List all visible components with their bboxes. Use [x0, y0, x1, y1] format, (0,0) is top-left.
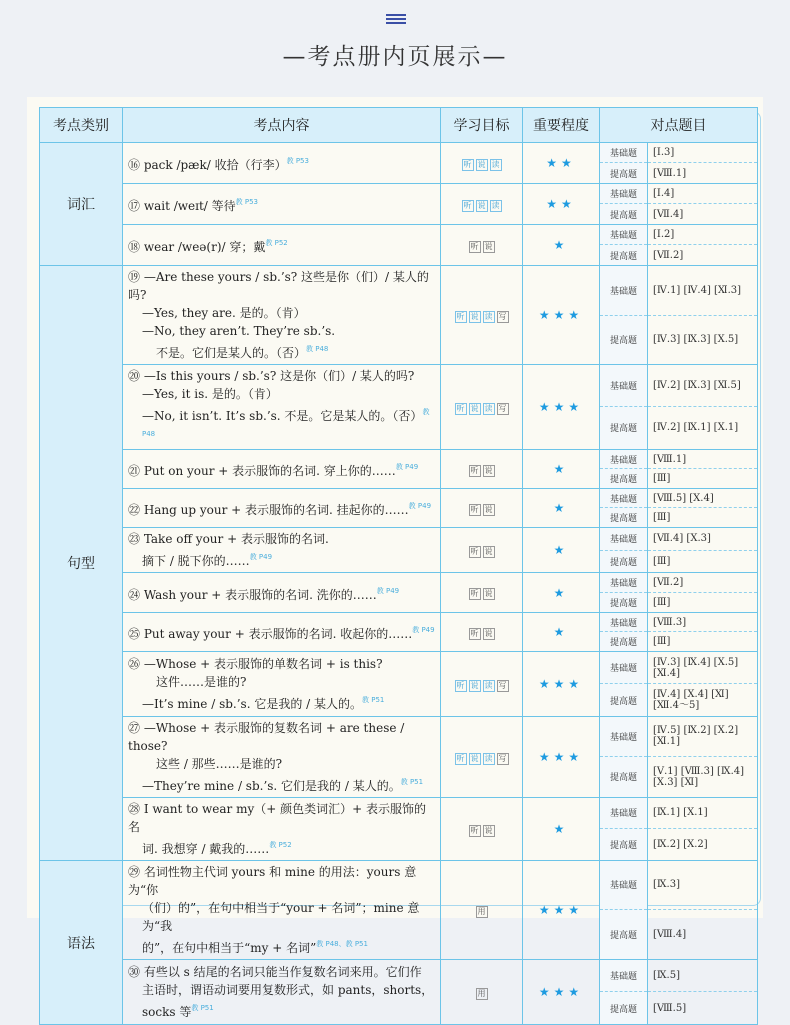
content-text: ㉚ 有些以 s 结尾的名词只能当作复数名词来用。它们作	[128, 965, 422, 979]
content-line	[128, 773, 435, 795]
level-basic-label: 基础题	[600, 184, 648, 204]
content-text: 摘下 / 脱下你的……	[142, 554, 250, 568]
importance-stars	[523, 652, 600, 717]
textbook-page-ref: 教 P49	[395, 463, 419, 471]
textbook-page-ref: 教 P49	[412, 626, 435, 634]
header-category: 考点类别	[40, 108, 123, 143]
content-text: ⑳ —Is this yours / sb.’s? 这是你（们）/ 某人的吗?	[128, 369, 415, 383]
content-line	[128, 800, 435, 836]
content-text: ㉒ Hang up your + 表示服饰的名词. 挂起你的……	[128, 503, 409, 517]
goal-box: 听	[470, 589, 479, 598]
content-line	[128, 719, 435, 755]
textbook-page-ref: 教 P49	[249, 553, 273, 561]
goal-box: 听	[470, 546, 479, 556]
table-row	[40, 365, 758, 407]
goal-box: 写	[498, 680, 507, 690]
importance-stars	[523, 184, 600, 225]
basic-questions: [Ⅷ.3]	[648, 613, 758, 632]
goal-box: 听	[470, 465, 479, 475]
table-row	[40, 613, 758, 632]
textbook-page-ref: 教 P49	[376, 586, 400, 595]
star-icon: ★	[568, 750, 584, 764]
level-advanced-label: 提高题	[600, 632, 648, 652]
importance-stars	[523, 365, 600, 450]
goal-cell	[441, 613, 523, 652]
goal-box: 说	[470, 753, 479, 763]
content-line	[128, 268, 435, 304]
goal-box: 说	[477, 159, 486, 169]
goal-box: 读	[491, 159, 500, 169]
content-text: ⑯ pack /pæk/ 收拾（行李）	[128, 158, 287, 172]
table-row	[40, 450, 758, 469]
goal-box: 听	[456, 311, 465, 321]
content-text: ㉘ I want to wear my（+ 颜色类词汇）+ 表示服饰的名	[128, 802, 426, 834]
content-line	[128, 755, 435, 773]
content-line	[128, 152, 435, 174]
content-cell	[123, 450, 441, 489]
content-line	[128, 963, 435, 981]
goal-box: 读	[484, 753, 493, 763]
advanced-questions: [Ⅴ.1] [Ⅷ.3] [Ⅸ.4] [Ⅹ.3] [Ⅺ]	[648, 756, 758, 797]
goal-box: 说	[484, 465, 493, 475]
menu-lines-icon	[386, 14, 406, 26]
star-icon: ★	[546, 156, 561, 170]
content-cell	[123, 266, 441, 365]
star-icon: ★	[568, 677, 584, 691]
goal-box: 写	[498, 311, 507, 321]
goal-cell	[441, 652, 523, 717]
content-text: —Yes, it is. 是的。（肯）	[142, 387, 278, 401]
star-icon: ★	[568, 903, 584, 917]
goal-cell	[441, 528, 523, 573]
content-line	[128, 530, 435, 548]
textbook-page-ref: 教 P53	[286, 157, 309, 165]
advanced-questions: [Ⅲ]	[648, 550, 758, 573]
star-icon: ★	[553, 543, 569, 557]
content-cell	[123, 613, 441, 652]
importance-stars	[523, 450, 600, 489]
content-line	[128, 193, 435, 215]
basic-questions: [Ⅷ.5] [Ⅹ.4]	[648, 489, 758, 508]
content-line	[128, 673, 435, 691]
goal-box: 说	[484, 589, 493, 598]
basic-questions: [Ⅳ.1] [Ⅳ.4] [Ⅺ.3]	[648, 266, 758, 316]
goal-box: 说	[484, 825, 493, 835]
goal-cell	[441, 861, 523, 960]
goal-cell	[441, 573, 523, 613]
basic-questions: [Ⅷ.1]	[648, 450, 758, 469]
content-cell	[123, 717, 441, 798]
level-basic-label: 基础题	[600, 613, 648, 632]
content-text: 词. 我想穿 / 戴我的……	[142, 842, 270, 856]
table-row	[40, 717, 758, 757]
level-basic-label: 基础题	[600, 798, 648, 829]
content-line	[128, 322, 435, 340]
level-advanced-label: 提高题	[600, 406, 648, 449]
content-cell	[123, 489, 441, 528]
goal-cell	[441, 450, 523, 489]
table-row	[40, 489, 758, 508]
table-row	[40, 266, 758, 316]
content-cell	[123, 225, 441, 266]
content-line	[128, 582, 435, 604]
advanced-questions: [Ⅲ]	[648, 593, 758, 613]
content-text: ㉔ Wash your + 表示服饰的名词. 洗你的……	[128, 587, 377, 602]
basic-questions: [Ⅳ.2] [Ⅸ.3] [Ⅺ.5]	[648, 365, 758, 407]
content-text: —No, it isn’t. It’s sb.’s. 不是。它是某人的。（否）	[142, 409, 423, 423]
importance-stars	[523, 528, 600, 573]
level-basic-label: 基础题	[600, 225, 648, 245]
content-line	[128, 385, 435, 403]
category-cell: 句型	[40, 266, 123, 861]
table-row	[40, 798, 758, 829]
content-line	[128, 899, 435, 935]
star-icon: ★	[553, 400, 569, 414]
category-cell: 词汇	[40, 143, 123, 266]
basic-questions: [Ⅶ.4] [Ⅹ.3]	[648, 528, 758, 551]
table-row	[40, 528, 758, 551]
goal-box: 用	[477, 988, 486, 998]
importance-stars	[523, 798, 600, 861]
star-icon: ★	[561, 197, 576, 211]
level-basic-label: 基础题	[600, 528, 648, 551]
table-row	[40, 861, 758, 910]
goal-box: 听	[463, 200, 472, 210]
content-line	[128, 304, 435, 322]
basic-questions: [Ⅰ.4]	[648, 184, 758, 204]
advanced-questions: [Ⅲ]	[648, 508, 758, 528]
table-header-row	[40, 108, 758, 143]
basic-questions: [Ⅳ.3] [Ⅸ.4] [Ⅹ.5] [Ⅺ.4]	[648, 652, 758, 684]
content-line	[128, 403, 435, 447]
goal-box: 读	[484, 311, 493, 321]
level-basic-label: 基础题	[600, 266, 648, 316]
star-icon: ★	[538, 903, 554, 917]
importance-stars	[523, 613, 600, 652]
header-content: 考点内容	[123, 108, 441, 143]
star-icon: ★	[538, 677, 554, 691]
star-icon: ★	[553, 462, 569, 476]
content-text: ⑲ —Are these yours / sb.’s? 这些是你（们）/ 某人的吗?	[128, 270, 429, 302]
goal-box: 说	[470, 403, 479, 413]
goal-box: 听	[456, 753, 465, 763]
content-text: 这件……是谁的?	[156, 675, 247, 689]
importance-stars	[523, 717, 600, 798]
level-advanced-label: 提高题	[600, 992, 648, 1025]
content-cell	[123, 798, 441, 861]
table-row	[40, 652, 758, 684]
content-text: ⑱ wear /weə(r)/ 穿；戴	[128, 240, 266, 254]
star-icon: ★	[538, 750, 554, 764]
content-text: ㉗ —Whose + 表示服饰的复数名词 + are these / those?	[128, 721, 405, 753]
level-basic-label: 基础题	[600, 143, 648, 163]
content-line	[128, 863, 435, 899]
content-text: ㉙ 名词性物主代词 yours 和 mine 的用法：yours 意为“你	[128, 865, 417, 897]
content-line	[128, 234, 435, 256]
star-icon: ★	[538, 308, 554, 322]
goal-cell	[441, 184, 523, 225]
content-text: —Yes, they are. 是的。（肯）	[142, 306, 306, 320]
goal-box: 听	[456, 403, 465, 413]
advanced-questions: [Ⅶ.2]	[648, 245, 758, 266]
content-cell	[123, 143, 441, 184]
goal-cell	[441, 798, 523, 861]
category-cell: 语法	[40, 861, 123, 1025]
content-line	[128, 497, 435, 519]
textbook-page-ref: 教 P52	[269, 841, 292, 849]
textbook-page-ref: 教 P49	[408, 502, 432, 510]
content-cell	[123, 528, 441, 573]
star-icon: ★	[553, 238, 569, 252]
star-icon: ★	[546, 197, 561, 211]
star-icon: ★	[553, 501, 569, 515]
content-cell	[123, 365, 441, 450]
content-text: 主语时，谓语动词要用复数形式，如 pants，shorts，	[142, 983, 434, 997]
goal-box: 写	[498, 753, 507, 763]
goal-cell	[441, 266, 523, 365]
goal-box: 听	[470, 504, 479, 514]
star-icon: ★	[568, 308, 584, 322]
exam-points-table	[39, 107, 758, 1025]
star-icon: ★	[553, 750, 569, 764]
advanced-questions: [Ⅳ.4] [Ⅹ.4] [Ⅺ] [Ⅻ.4～5]	[648, 684, 758, 717]
star-icon: ★	[553, 822, 569, 836]
basic-questions: [Ⅳ.5] [Ⅸ.2] [Ⅹ.2] [Ⅺ.1]	[648, 717, 758, 757]
content-text: —It’s mine / sb.’s. 它是我的 / 某人的。	[142, 697, 362, 711]
content-text: （们）的”，在句中相当于“your + 名词”；mine 意为“我	[142, 901, 420, 933]
level-advanced-label: 提高题	[600, 245, 648, 266]
goal-box: 用	[477, 906, 486, 916]
star-icon: ★	[553, 677, 569, 691]
content-line	[128, 458, 435, 480]
goal-box: 说	[484, 241, 493, 251]
content-text: ⑰ wait /weɪt/ 等待	[128, 199, 236, 213]
content-line	[128, 836, 435, 858]
table-row	[40, 143, 758, 163]
textbook-page-ref: 教 P51	[400, 778, 424, 786]
level-basic-label: 基础题	[600, 365, 648, 407]
goal-box: 听	[463, 159, 472, 169]
content-line	[128, 655, 435, 673]
level-advanced-label: 提高题	[600, 163, 648, 184]
advanced-questions: [Ⅷ.4]	[648, 909, 758, 959]
textbook-page-ref: 教 P48、教 P51	[316, 940, 368, 948]
star-icon: ★	[553, 903, 569, 917]
goal-box: 说	[484, 504, 493, 514]
goal-box: 听	[470, 825, 479, 835]
goal-box: 读	[484, 680, 493, 690]
importance-stars	[523, 266, 600, 365]
goal-box: 说	[484, 628, 493, 638]
importance-stars	[523, 143, 600, 184]
level-advanced-label: 提高题	[600, 684, 648, 717]
goal-box: 听	[456, 680, 465, 690]
star-icon: ★	[568, 400, 584, 414]
star-icon: ★	[538, 400, 554, 414]
level-basic-label: 基础题	[600, 450, 648, 469]
goal-cell	[441, 960, 523, 1025]
advanced-questions: [Ⅸ.2] [Ⅹ.2]	[648, 828, 758, 860]
goal-box: 说	[470, 680, 479, 690]
content-line	[128, 340, 435, 362]
page-title: —考点册内页展示—	[282, 44, 508, 70]
basic-questions: [Ⅶ.2]	[648, 573, 758, 593]
advanced-questions: [Ⅳ.2] [Ⅸ.1] [Ⅹ.1]	[648, 406, 758, 449]
advanced-questions: [Ⅷ.1]	[648, 163, 758, 184]
level-advanced-label: 提高题	[600, 909, 648, 959]
textbook-page-ref: 教 P53	[235, 198, 259, 206]
basic-questions: [Ⅸ.3]	[648, 861, 758, 910]
content-line	[128, 621, 435, 643]
level-advanced-label: 提高题	[600, 508, 648, 528]
importance-stars	[523, 489, 600, 528]
level-advanced-label: 提高题	[600, 756, 648, 797]
level-basic-label: 基础题	[600, 489, 648, 508]
advanced-questions: [Ⅲ]	[648, 469, 758, 489]
textbook-page-ref: 教 P48	[142, 408, 430, 438]
level-advanced-label: 提高题	[600, 550, 648, 573]
content-line	[128, 367, 435, 385]
content-line	[128, 999, 435, 1021]
advanced-questions: [Ⅷ.5]	[648, 992, 758, 1025]
advanced-questions: [Ⅶ.4]	[648, 204, 758, 225]
level-basic-label: 基础题	[600, 861, 648, 910]
star-icon: ★	[553, 308, 569, 322]
goal-box: 读	[491, 200, 500, 210]
star-icon: ★	[568, 985, 584, 999]
star-icon: ★	[553, 625, 569, 639]
level-basic-label: 基础题	[600, 717, 648, 757]
importance-stars	[523, 573, 600, 613]
header-importance: 重要程度	[523, 108, 600, 143]
header-goal: 学习目标	[441, 108, 523, 143]
level-advanced-label: 提高题	[600, 315, 648, 365]
content-line	[128, 691, 435, 713]
advanced-questions: [Ⅳ.3] [Ⅸ.3] [Ⅹ.5]	[648, 315, 758, 365]
star-icon: ★	[553, 585, 569, 600]
header-questions: 对点题目	[600, 108, 758, 143]
goal-box: 说	[477, 200, 486, 210]
goal-box: 说	[484, 546, 493, 556]
level-basic-label: 基础题	[600, 960, 648, 992]
level-basic-label: 基础题	[600, 573, 648, 593]
table-row	[40, 225, 758, 245]
level-advanced-label: 提高题	[600, 469, 648, 489]
content-text: 的”，在句中相当于“my + 名词”	[142, 941, 317, 955]
content-line	[128, 548, 435, 570]
content-text: ㉓ Take off your + 表示服饰的名词.	[128, 532, 329, 546]
content-line	[128, 935, 435, 957]
content-text: —No, they aren’t. They’re sb.’s.	[142, 324, 336, 338]
goal-cell	[441, 489, 523, 528]
content-text: 这些 / 那些……是谁的?	[156, 757, 283, 771]
goal-box: 读	[484, 403, 493, 413]
basic-questions: [Ⅸ.5]	[648, 960, 758, 992]
goal-cell	[441, 225, 523, 266]
star-icon: ★	[561, 156, 576, 170]
textbook-page-ref: 教 P51	[362, 696, 385, 704]
goal-box: 听	[470, 241, 479, 251]
content-text: ㉕ Put away your + 表示服饰的名词. 收起你的……	[128, 627, 413, 641]
goal-cell	[441, 365, 523, 450]
content-text: socks 等	[142, 1005, 192, 1019]
goal-box: 说	[470, 311, 479, 321]
advanced-questions: [Ⅲ]	[648, 632, 758, 652]
content-cell	[123, 960, 441, 1025]
content-text: ㉖ —Whose + 表示服饰的单数名词 + is this?	[128, 657, 383, 671]
content-cell	[123, 861, 441, 960]
level-advanced-label: 提高题	[600, 828, 648, 860]
table-row	[40, 573, 758, 593]
importance-stars	[523, 225, 600, 266]
goal-box: 听	[470, 628, 479, 638]
goal-cell	[441, 717, 523, 798]
content-line	[128, 981, 435, 999]
textbook-page-ref: 教 P51	[191, 1004, 214, 1012]
basic-questions: [Ⅰ.3]	[648, 143, 758, 163]
level-advanced-label: 提高题	[600, 593, 648, 613]
basic-questions: [Ⅰ.2]	[648, 225, 758, 245]
content-text: —They’re mine / sb.’s. 它们是我的 / 某人的。	[142, 779, 401, 793]
goal-cell	[441, 143, 523, 184]
content-text: 不是。它们是某人的。（否）	[156, 346, 307, 360]
goal-box: 写	[498, 403, 507, 413]
star-icon: ★	[553, 985, 569, 999]
textbook-page-ref: 教 P52	[265, 239, 288, 247]
textbook-page-ref: 教 P48	[306, 345, 329, 353]
star-icon: ★	[538, 985, 554, 999]
table-row	[40, 184, 758, 204]
content-cell	[123, 184, 441, 225]
table-row	[40, 960, 758, 992]
level-basic-label: 基础题	[600, 652, 648, 684]
content-cell	[123, 652, 441, 717]
content-text: ㉑ Put on your + 表示服饰的名词. 穿上你的……	[128, 464, 396, 478]
level-advanced-label: 提高题	[600, 204, 648, 225]
importance-stars	[523, 861, 600, 960]
importance-stars	[523, 960, 600, 1025]
basic-questions: [Ⅸ.1] [Ⅹ.1]	[648, 798, 758, 829]
content-cell	[123, 573, 441, 613]
